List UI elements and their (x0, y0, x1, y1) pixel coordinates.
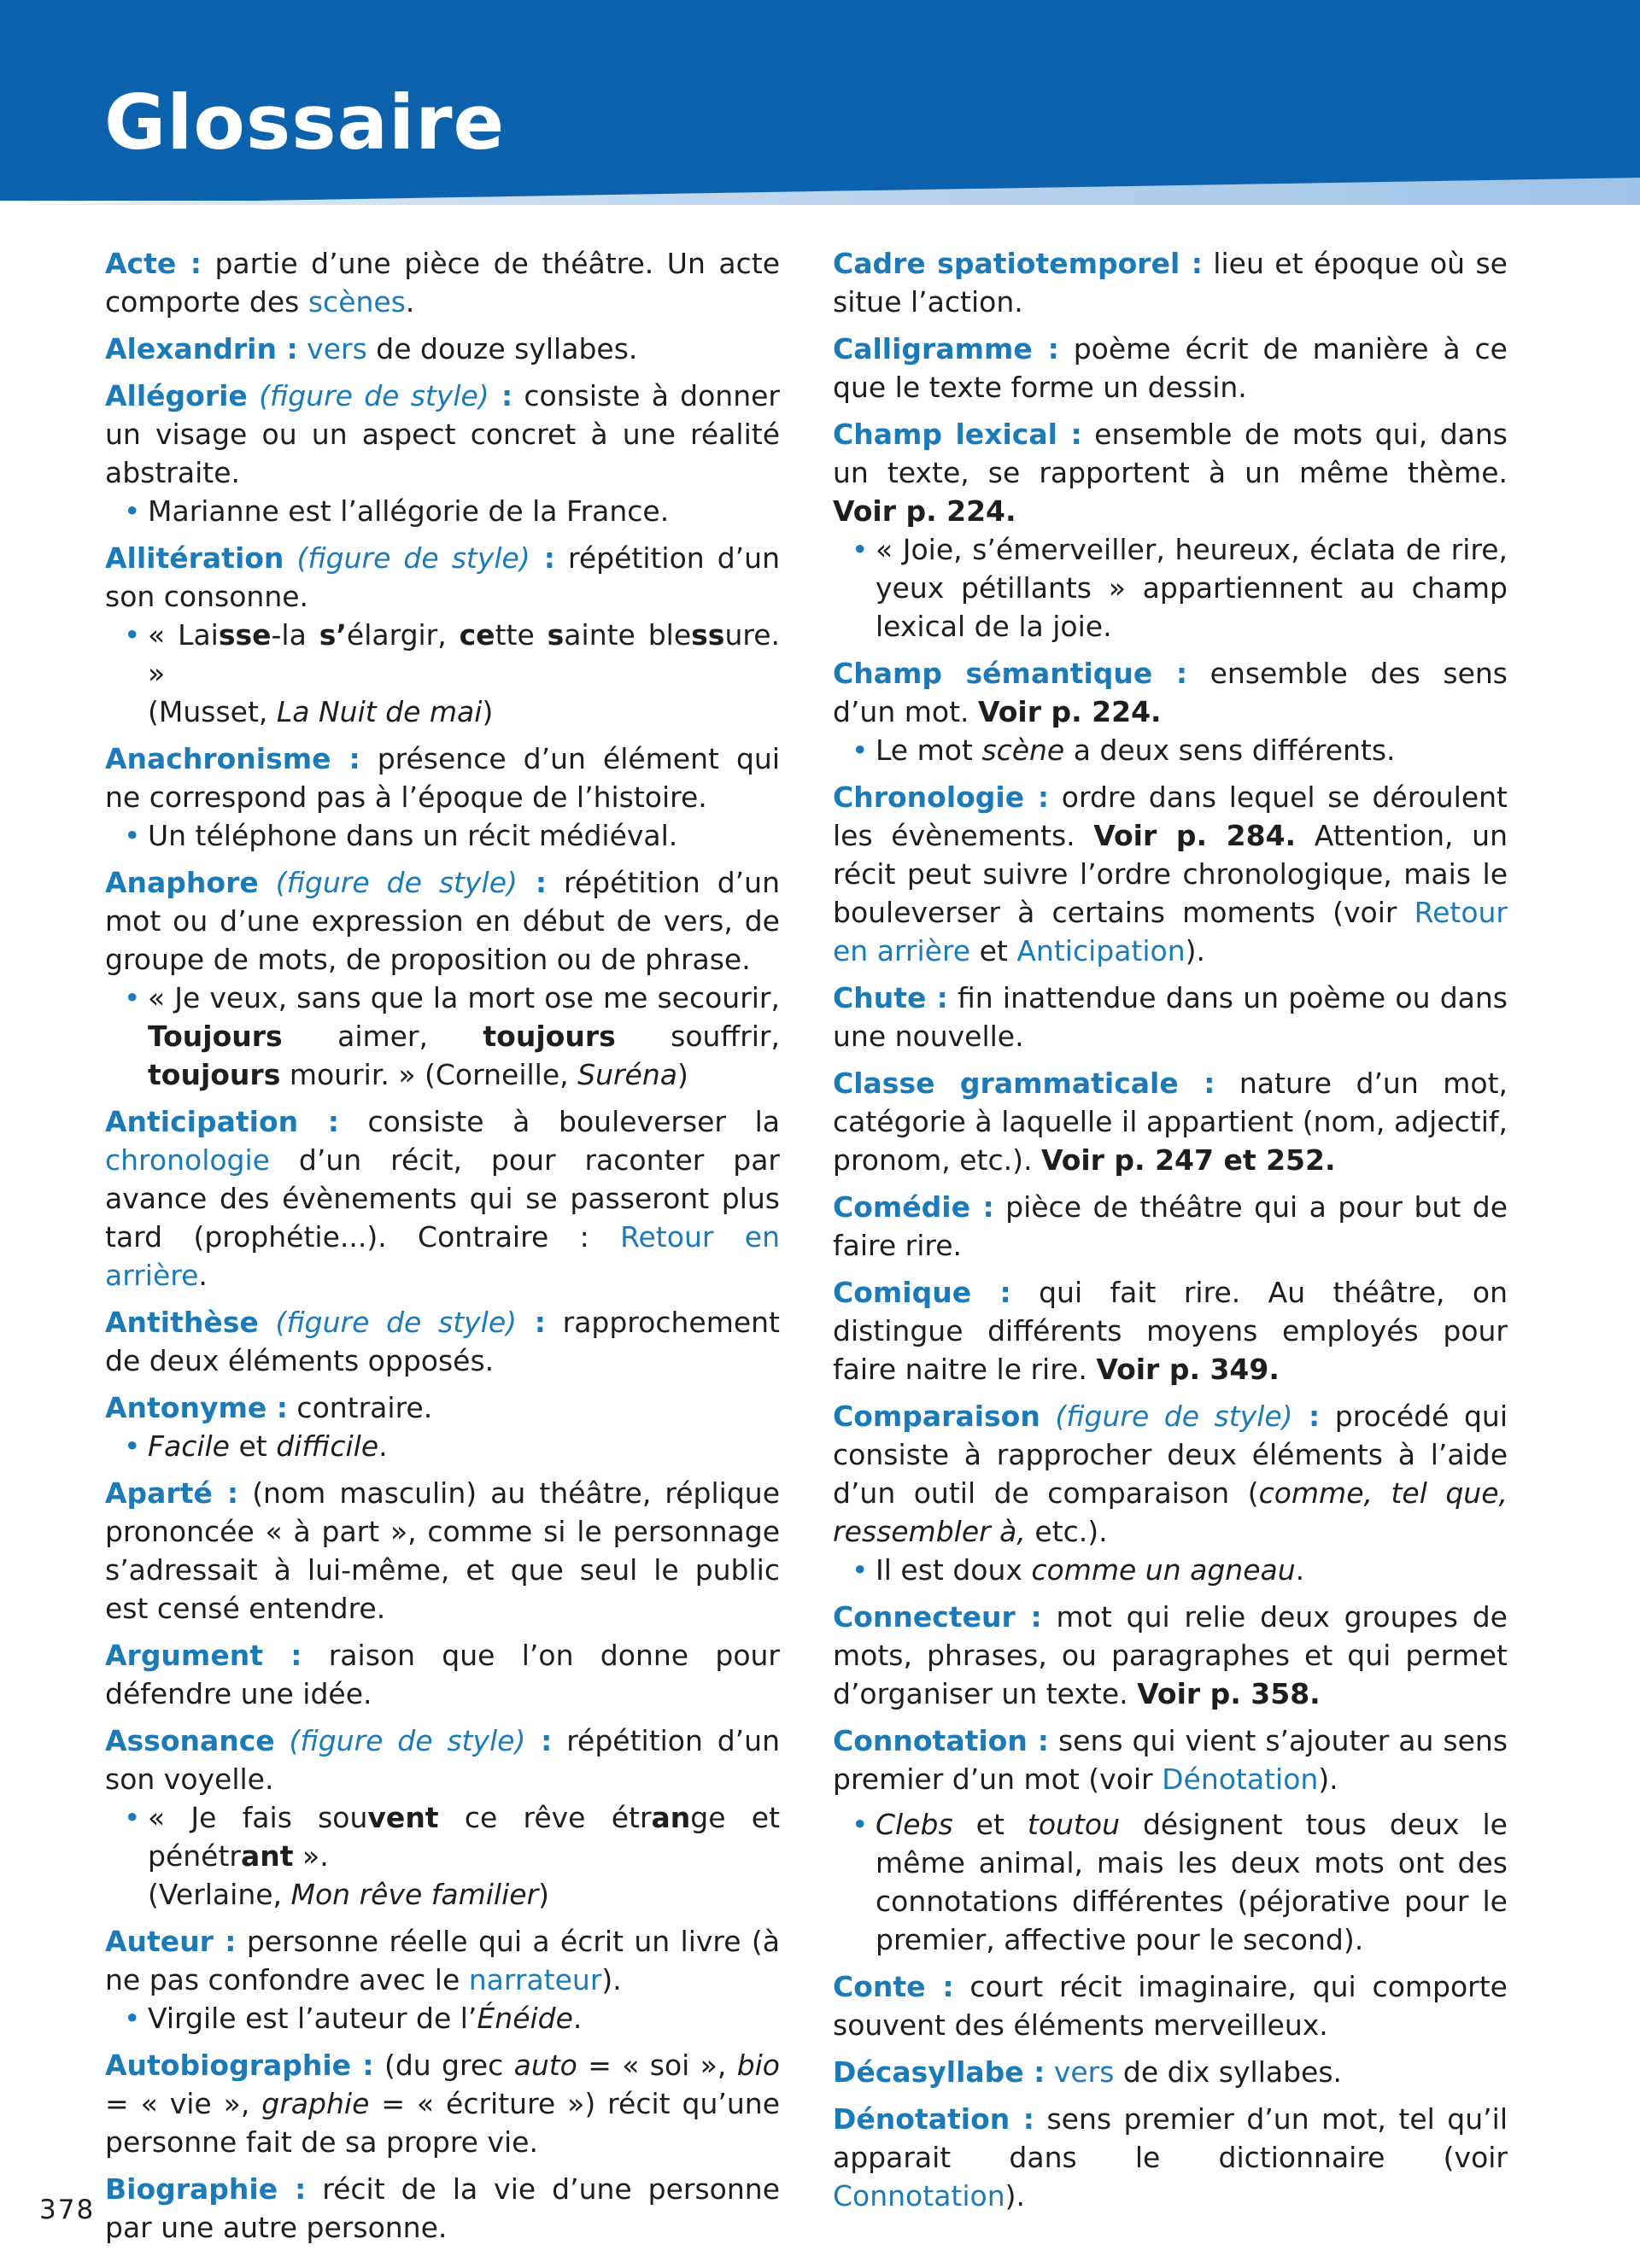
entry-definition: d’un récit, pour raconter par avance des évènements qui se passeront plus tard (prophétie...). Contraire : (105, 1143, 780, 1254)
glossary-column-right (833, 244, 1508, 2224)
example-text: ure. » (148, 618, 780, 690)
example-source-title: Énéide (477, 2002, 573, 2035)
example-text: Virgile est l’auteur de l’ (148, 2002, 477, 2035)
entry-term: Anticipation : (105, 1105, 339, 1138)
entry-term: Aparté : (105, 1476, 239, 1510)
figure-of-speech-tag: (figure de style) (296, 541, 530, 575)
example-text: a deux sens différents. (1064, 734, 1396, 767)
entry-definition: de douze syllabes. (366, 332, 638, 365)
glossary-entry-connotation (833, 1721, 1508, 1959)
glossary-entry-chronologie (833, 778, 1508, 970)
entry-definition: = « soi », (577, 2049, 737, 2082)
glossary-entry-autobiographie (105, 2046, 780, 2161)
glossary-entry-connecteur (833, 1598, 1508, 1713)
entry-example: • Un téléphone dans un récit médiéval. (105, 816, 780, 855)
page-title: Glossaire (104, 79, 506, 167)
entry-definition-end: ). (1185, 934, 1206, 967)
entry-term: Classe grammaticale : (833, 1067, 1215, 1100)
page-number: 378 (39, 2195, 96, 2225)
entry-definition-end: ). (601, 1963, 622, 1996)
example-text: et (230, 1429, 277, 1463)
entry-definition: consiste à donner un visage ou un aspect concret à une réalité abstraite. (105, 379, 780, 489)
entry-definition-end: . (198, 1259, 208, 1292)
entry-example: • Marianne est l’allégorie de la France. (105, 492, 780, 530)
example-emphasis: toujours (148, 1058, 281, 1091)
entry-example (105, 979, 780, 1094)
example-source-title: Suréna (577, 1058, 677, 1091)
page-reference: Voir p. 349. (1096, 1353, 1280, 1386)
cross-reference-link[interactable]: scènes (308, 285, 406, 319)
entry-term: Décasyllabe : (833, 2055, 1046, 2089)
entry-definition: ensemble des sens d’un mot. (833, 657, 1508, 728)
example-word: Clebs (876, 1808, 953, 1841)
example-emphasis: ss (691, 618, 725, 652)
entry-definition: (du grec (373, 2049, 514, 2082)
figure-of-speech-tag: (figure de style) (275, 866, 518, 899)
entry-definition-end: ). (1004, 2179, 1026, 2212)
entry-example (833, 1805, 1508, 1959)
cross-reference-link[interactable]: Dénotation (1162, 1762, 1319, 1796)
entry-definition: présence d’un élément qui ne correspond pas à l’époque de l’histoire. (105, 742, 780, 814)
entry-term: Dénotation : (833, 2102, 1034, 2136)
glossary-entry-auteur (105, 1922, 780, 2037)
example-text: « Je fais sou (148, 1801, 368, 1834)
example-word: Facile (148, 1429, 230, 1463)
entry-definition: répétition d’un son voyelle. (105, 1724, 780, 1796)
glossary-entry-anachronisme (105, 739, 780, 855)
glossary-entry-anticipation (105, 1102, 780, 1295)
example-source: (Musset, (148, 695, 277, 728)
entry-term: Comparaison (833, 1400, 1040, 1433)
entry-definition-end: ). (1318, 1762, 1338, 1796)
glossary-entry-denotation (833, 2100, 1508, 2215)
example-emphasis: ce (459, 618, 495, 652)
cross-reference-link[interactable]: vers (307, 332, 367, 365)
example-text: tte (495, 618, 548, 652)
example-text: . (378, 1429, 388, 1463)
entry-colon: : (517, 866, 548, 899)
example-text: « Lai (148, 618, 219, 652)
entry-definition-end: . (405, 285, 415, 319)
entry-definition: mot qui relie deux groupes de mots, phrases, ou paragraphes et qui permet d’organiser un texte. (833, 1600, 1508, 1710)
entry-definition: qui fait rire. Au théâtre, on distingue différents moyens employés pour faire naitre le rire. (833, 1276, 1508, 1386)
entry-term: Allégorie (105, 379, 248, 412)
entry-definition: fin inattendue dans un poème ou dans une nouvelle. (833, 981, 1508, 1053)
entry-term: Chute : (833, 981, 948, 1014)
figure-of-speech-tag: (figure de style) (259, 379, 489, 412)
example-source-title: Mon rêve familier (290, 1878, 539, 1911)
entry-example (833, 731, 1508, 769)
example-text: -la (271, 618, 319, 652)
glossary-entry-champ-semantique (833, 654, 1508, 769)
entry-term: Conte : (833, 1970, 954, 2003)
example-text: ) (677, 1058, 688, 1091)
entry-definition: ensemble de mots qui, dans un texte, se rapportent à un même thème. (833, 418, 1508, 489)
entry-term: Calligramme : (833, 332, 1059, 365)
glossary-entry-cadre-spatiotemporel (833, 244, 1508, 321)
example-source: (Verlaine, (148, 1878, 291, 1911)
glossary-entry-acte (105, 244, 780, 321)
entry-term: Assonance (105, 1724, 275, 1757)
example-text: . (1295, 1553, 1305, 1587)
entry-definition: répétition d’un son consonne. (105, 541, 780, 613)
entry-definition-end: etc.). (1025, 1515, 1108, 1548)
example-emphasis: ant (240, 1839, 294, 1873)
example-emphasis: s (547, 618, 565, 652)
entry-definition: sens premier d’un mot, tel qu’il apparait dans le dictionnaire (voir (833, 2102, 1508, 2174)
example-text: désignent tous deux le même animal, mais les deux mots ont des connotations différentes (péjorative pour le premier, affective pour le second). (876, 1808, 1508, 1956)
entry-definition: raison que l’on donne pour défendre une idée. (105, 1639, 780, 1710)
entry-definition: répétition d’un mot ou d’une expression en début de vers, de groupe de mots, de proposition ou de phrase. (105, 866, 780, 976)
glossary-entry-decasyllabe (833, 2053, 1508, 2091)
glossary-entry-alexandrin (105, 330, 780, 368)
cross-reference-link[interactable]: narrateur (468, 1963, 602, 1996)
greek-root: graphie (261, 2087, 370, 2120)
figure-of-speech-tag: (figure de style) (289, 1724, 526, 1757)
example-text: « Je veux, sans que la mort ose me secourir, (148, 981, 780, 1014)
entry-example (105, 1999, 780, 2037)
entry-example (833, 1551, 1508, 1589)
entry-term: Biographie : (105, 2172, 307, 2206)
glossary-entry-classe-grammaticale (833, 1064, 1508, 1179)
page-reference: Voir p. 358. (1137, 1677, 1321, 1710)
example-text: . (572, 2002, 583, 2035)
glossary-entry-comparaison (833, 1397, 1508, 1589)
example-emphasis: an (651, 1801, 691, 1834)
example-text: souffrir, (615, 1020, 780, 1053)
example-emphasis: vent (367, 1801, 439, 1834)
entry-term: Comique : (833, 1276, 1011, 1309)
example-text: élargir, (346, 618, 460, 652)
entry-definition: = « écriture ») récit qu’une personne fait de sa propre vie. (105, 2087, 780, 2159)
entry-example: • « Joie, s’émerveiller, heureux, éclata de rire, yeux pétillants » appartiennent au champ lexical de la joie. (833, 530, 1508, 646)
entry-term: Connecteur : (833, 1600, 1042, 1634)
glossary-entry-comique (833, 1273, 1508, 1388)
glossary-entry-anaphore (105, 863, 780, 1094)
entry-definition: partie d’une pièce de théâtre. Un acte comporte des (105, 247, 780, 319)
entry-definition: et (970, 934, 1017, 967)
page-reference: Voir p. 284. (1093, 819, 1297, 852)
cross-reference-link[interactable]: Retour en arrière (833, 896, 1508, 967)
example-emphasis: toujours (483, 1020, 616, 1053)
entry-definition: nature d’un mot, catégorie à laquelle il appartient (nom, adjectif, pronom, etc.). (833, 1067, 1508, 1177)
example-source: ) (482, 695, 494, 728)
example-word: difficile (276, 1429, 379, 1463)
entry-colon: : (517, 1306, 546, 1339)
entry-example (105, 1427, 780, 1465)
page-reference: Voir p. 224. (978, 695, 1162, 728)
entry-definition: contraire. (287, 1391, 433, 1424)
entry-term: Champ sémantique : (833, 657, 1188, 690)
example-source-title: La Nuit de mai (276, 695, 483, 728)
entry-term: Champ lexical : (833, 418, 1082, 451)
entry-term: Argument : (105, 1639, 302, 1672)
entry-term: Antithèse (105, 1306, 259, 1339)
figure-of-speech-tag: (figure de style) (275, 1306, 518, 1339)
example-word: toutou (1027, 1808, 1120, 1841)
entry-definition: poème écrit de manière à ce que le texte forme un dessin. (833, 332, 1508, 404)
entry-colon: : (489, 379, 513, 412)
glossary-entry-argument (105, 1636, 780, 1713)
entry-definition: consiste à bouleverser la (338, 1105, 780, 1138)
cross-reference-link[interactable]: vers (1053, 2055, 1115, 2089)
glossary-entry-aparte (105, 1474, 780, 1628)
entry-example (105, 616, 780, 731)
greek-root: auto (513, 2049, 577, 2082)
example-word: comme un agneau (1031, 1553, 1296, 1587)
entry-definition: récit de la vie d’une personne par une autre personne. (105, 2172, 780, 2244)
glossary-entry-biographie (105, 2170, 780, 2247)
glossary-entry-alliteration (105, 539, 780, 731)
glossary-entry-chute (833, 979, 1508, 1055)
entry-definition: ordre dans lequel se déroulent les évènements. (833, 780, 1508, 852)
entry-colon: : (530, 541, 555, 575)
entry-term: Anaphore (105, 866, 259, 899)
cross-reference-link[interactable]: Connotation (833, 2179, 1005, 2212)
entry-definition: Attention, un récit peut suivre l’ordre chronologique, mais le bouleverser à certains moments (voir (833, 819, 1508, 929)
entry-definition: (nom masculin) au théâtre, réplique prononcée « à part », comme si le personnage s’adressait à lui-même, et que seul le public est censé entendre. (105, 1476, 780, 1625)
entry-term: Autobiographie : (105, 2049, 374, 2082)
glossary-entry-champ-lexical (833, 415, 1508, 646)
cross-reference-link[interactable]: Anticipation (1016, 934, 1186, 967)
example-emphasis: Toujours (148, 1020, 283, 1053)
entry-definition: de dix syllabes. (1114, 2055, 1343, 2089)
entry-example (105, 1798, 780, 1914)
page-reference: Voir p. 247 et 252. (1040, 1143, 1336, 1177)
example-text: et (952, 1808, 1028, 1841)
entry-term: Alexandrin : (105, 332, 298, 365)
entry-definition: personne réelle qui a écrit un livre (à ne pas confondre avec le (105, 1925, 780, 1996)
entry-term: Chronologie : (833, 780, 1050, 814)
figure-of-speech-tag: (figure de style) (1055, 1400, 1293, 1433)
example-text: Il est doux (876, 1553, 1032, 1587)
entry-definition: rapprochement de deux éléments opposés. (105, 1306, 781, 1377)
glossary-entry-conte (833, 1967, 1508, 2044)
page-reference: Voir p. 224. (833, 494, 1016, 528)
entry-colon: : (1292, 1400, 1321, 1433)
glossary-entry-calligramme (833, 330, 1508, 406)
entry-term: Auteur : (105, 1925, 237, 1958)
comparison-tools: comme, tel que, ressembler à, (833, 1476, 1508, 1548)
glossary-entry-comedie (833, 1188, 1508, 1265)
entry-term: Cadre spatiotemporel : (833, 247, 1203, 280)
example-text: ge et pénétr (148, 1801, 781, 1873)
entry-definition: lieu et époque où se situe l’action. (833, 247, 1508, 319)
greek-root: bio (736, 2049, 780, 2082)
entry-definition: = « vie », (105, 2087, 262, 2120)
entry-definition: sens qui vient s’ajouter au sens premier d’un mot (voir (833, 1724, 1508, 1796)
entry-term: Connotation : (833, 1724, 1050, 1757)
glossary-column-left (105, 244, 780, 2255)
entry-term: Comédie : (833, 1190, 994, 1224)
entry-term: Acte : (105, 247, 202, 280)
example-text: ainte ble (564, 618, 692, 652)
cross-reference-link[interactable]: Retour en arrière (105, 1220, 780, 1292)
entry-definition: procédé qui consiste à rapprocher deux éléments à l’aide d’un outil de comparaison ( (833, 1400, 1508, 1510)
example-source: ) (538, 1878, 550, 1911)
example-word: scène (981, 734, 1065, 767)
example-emphasis: s’ (319, 618, 347, 652)
example-text: ». (293, 1839, 329, 1873)
glossary-entry-allegorie (105, 377, 780, 530)
example-text: mourir. » (Corneille, (280, 1058, 578, 1091)
example-text: ce rêve étr (438, 1801, 652, 1834)
entry-definition: pièce de théâtre qui a pour but de faire rire. (833, 1190, 1508, 1262)
entry-term: Allitération (105, 541, 284, 575)
cross-reference-link[interactable]: chronologie (105, 1143, 270, 1177)
entry-colon: : (525, 1724, 553, 1757)
example-emphasis: sse (218, 618, 272, 652)
entry-term: Anachronisme : (105, 742, 360, 775)
example-text: aimer, (282, 1020, 483, 1053)
glossary-entry-antonyme (105, 1388, 780, 1465)
entry-term: Antonyme : (105, 1391, 288, 1424)
entry-definition: court récit imaginaire, qui comporte souvent des éléments merveilleux. (833, 1970, 1508, 2042)
example-text: Le mot (876, 734, 982, 767)
glossary-entry-antithese (105, 1303, 780, 1380)
glossary-entry-assonance (105, 1721, 780, 1914)
